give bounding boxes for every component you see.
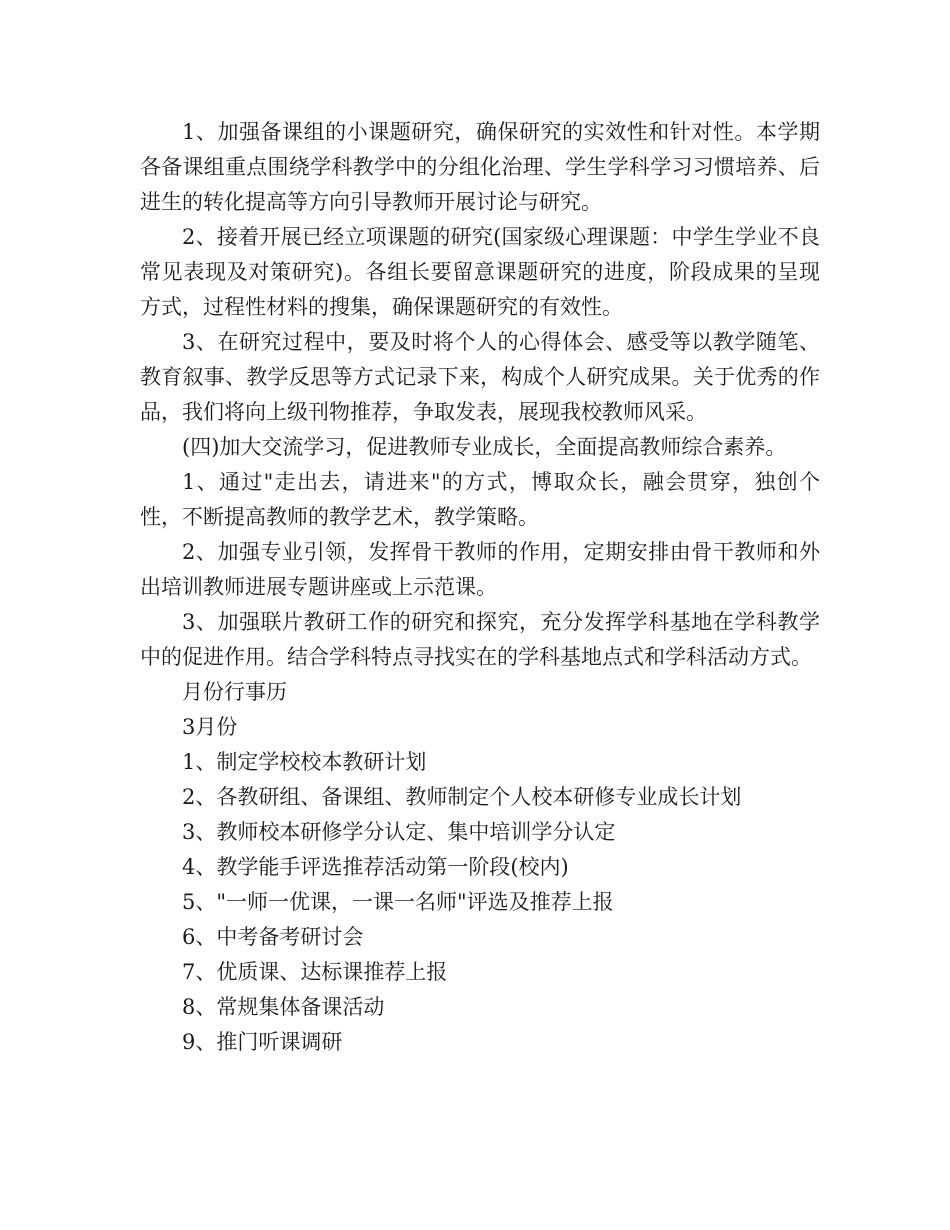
calendar-heading: 月份行事历 — [182, 680, 287, 704]
list-item: 6、中考备考研讨会 — [182, 925, 364, 949]
paragraph-exchange-3: 3、加强联片教研工作的研究和探究，充分发挥学科基地在学科教学中的促进作用。结合学科特点寻找实在的学科基地点式和学科活动方式。 — [140, 610, 820, 669]
section-heading-exchange: (四)加大交流学习，促进教师专业成长，全面提高教师综合素养。 — [182, 435, 787, 459]
paragraph-exchange-2: 2、加强专业引领，发挥骨干教师的作用，定期安排由骨干教师和外出培训教师进展专题讲座或上示范课。 — [140, 540, 820, 599]
paragraph-research-1: 1、加强备课组的小课题研究，确保研究的实效性和针对性。本学期各备课组重点围绕学科教学中的分组化治理、学生学科学习习惯培养、后进生的转化提高等方向引导教师开展讨论与研究。 — [140, 120, 820, 214]
list-item: 2、各教研组、备课组、教师制定个人校本研修专业成长计划 — [182, 785, 742, 809]
list-item: 7、优质课、达标课推荐上报 — [182, 960, 448, 984]
calendar-month: 3月份 — [182, 715, 238, 739]
paragraph-research-3: 3、在研究过程中，要及时将个人的心得体会、感受等以教学随笔、教育叙事、教学反思等方式记录下来，构成个人研究成果。关于优秀的作品，我们将向上级刊物推荐，争取发表，展现我校教师风采。 — [140, 330, 820, 424]
list-item: 3、教师校本研修学分认定、集中培训学分认定 — [182, 820, 616, 844]
calendar-item-list — [140, 745, 820, 1060]
list-item: 4、教学能手评选推荐活动第一阶段(校内) — [182, 855, 569, 879]
list-item: 9、推门听课调研 — [182, 1030, 343, 1054]
list-item: 5、"一师一优课，一课一名师"评选及推荐上报 — [182, 890, 614, 914]
list-item: 8、常规集体备课活动 — [182, 995, 385, 1019]
paragraph-exchange-1: 1、通过"走出去，请进来"的方式，博取众长，融会贯穿，独创个性，不断提高教师的教学艺术，教学策略。 — [140, 470, 820, 529]
list-item: 1、制定学校校本教研计划 — [182, 750, 427, 774]
paragraph-research-2: 2、接着开展已经立项课题的研究(国家级心理课题：中学生学业不良常见表现及对策研究)。各组长要留意课题研究的进度，阶段成果的呈现方式，过程性材料的搜集，确保课题研究的有效性。 — [140, 225, 820, 319]
document-body — [140, 115, 820, 1060]
